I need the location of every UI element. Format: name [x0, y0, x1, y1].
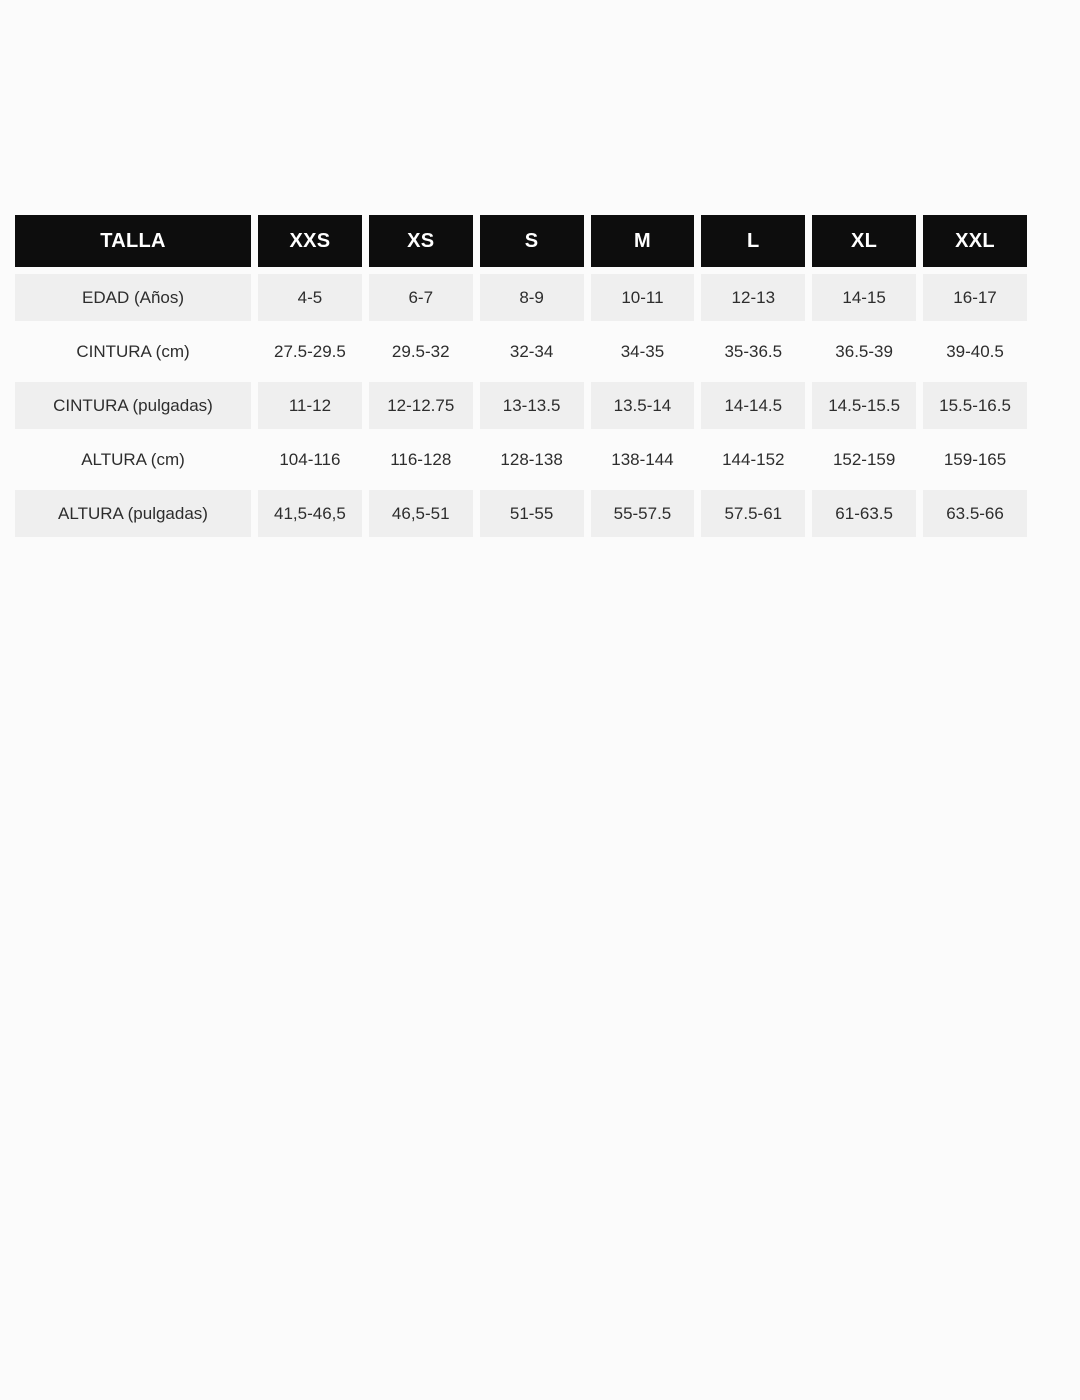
table-cell: 14.5-15.5 — [812, 382, 916, 429]
table-cell: 55-57.5 — [591, 490, 695, 537]
table-cell: 6-7 — [369, 274, 473, 321]
row-label: ALTURA (cm) — [81, 449, 185, 469]
table-cell: 144-152 — [722, 449, 785, 469]
row-label: ALTURA (pulgadas) — [15, 490, 251, 537]
table-cell: 116-128 — [390, 449, 452, 469]
header-cell-xxl: XXL — [923, 215, 1027, 267]
row-cintura-cm — [15, 328, 1027, 375]
table-cell: 12-13 — [701, 274, 805, 321]
size-chart-table — [8, 208, 1034, 544]
row-cintura-pulgadas — [15, 382, 1027, 429]
table-cell: 63.5-66 — [923, 490, 1027, 537]
table-cell: 12-12.75 — [369, 382, 473, 429]
table-cell: 15.5-16.5 — [923, 382, 1027, 429]
header-cell-m: M — [591, 215, 695, 267]
header-cell-s: S — [480, 215, 584, 267]
size-chart — [8, 208, 1042, 544]
row-altura-cm — [15, 436, 1027, 483]
table-cell: 138-144 — [611, 449, 674, 469]
table-cell: 27.5-29.5 — [274, 341, 346, 361]
table-cell: 13.5-14 — [591, 382, 695, 429]
row-edad-anos — [15, 274, 1027, 321]
table-cell: 11-12 — [258, 382, 362, 429]
table-cell: 34-35 — [620, 341, 665, 361]
table-cell: 46,5-51 — [369, 490, 473, 537]
row-label: CINTURA (pulgadas) — [15, 382, 251, 429]
row-altura-pulgadas — [15, 490, 1027, 537]
row-label: CINTURA (cm) — [76, 341, 190, 361]
table-cell: 128-138 — [500, 449, 563, 469]
table-cell: 16-17 — [923, 274, 1027, 321]
row-label: EDAD (Años) — [15, 274, 251, 321]
table-cell: 29.5-32 — [391, 341, 450, 361]
table-cell: 61-63.5 — [812, 490, 916, 537]
header-cell-xs: XS — [369, 215, 473, 267]
table-cell: 159-165 — [943, 449, 1007, 469]
header-cell-xxs: XXS — [258, 215, 362, 267]
table-cell: 41,5-46,5 — [258, 490, 362, 537]
table-cell: 4-5 — [258, 274, 362, 321]
table-cell: 35-36.5 — [724, 341, 783, 361]
table-cell: 14-14.5 — [701, 382, 805, 429]
header-cell-l: L — [701, 215, 805, 267]
table-cell: 39-40.5 — [946, 341, 1004, 361]
table-cell: 57.5-61 — [701, 490, 805, 537]
table-cell: 10-11 — [591, 274, 695, 321]
table-cell: 8-9 — [480, 274, 584, 321]
table-cell: 51-55 — [480, 490, 584, 537]
table-cell: 14-15 — [812, 274, 916, 321]
header-cell-xl: XL — [812, 215, 916, 267]
table-cell: 36.5-39 — [835, 341, 893, 361]
table-cell: 104-116 — [279, 449, 341, 469]
table-cell: 152-159 — [832, 449, 896, 469]
table-cell: 32-34 — [509, 341, 554, 361]
header-cell-talla: TALLA — [15, 215, 251, 267]
header-row — [15, 215, 1027, 267]
table-cell: 13-13.5 — [480, 382, 584, 429]
